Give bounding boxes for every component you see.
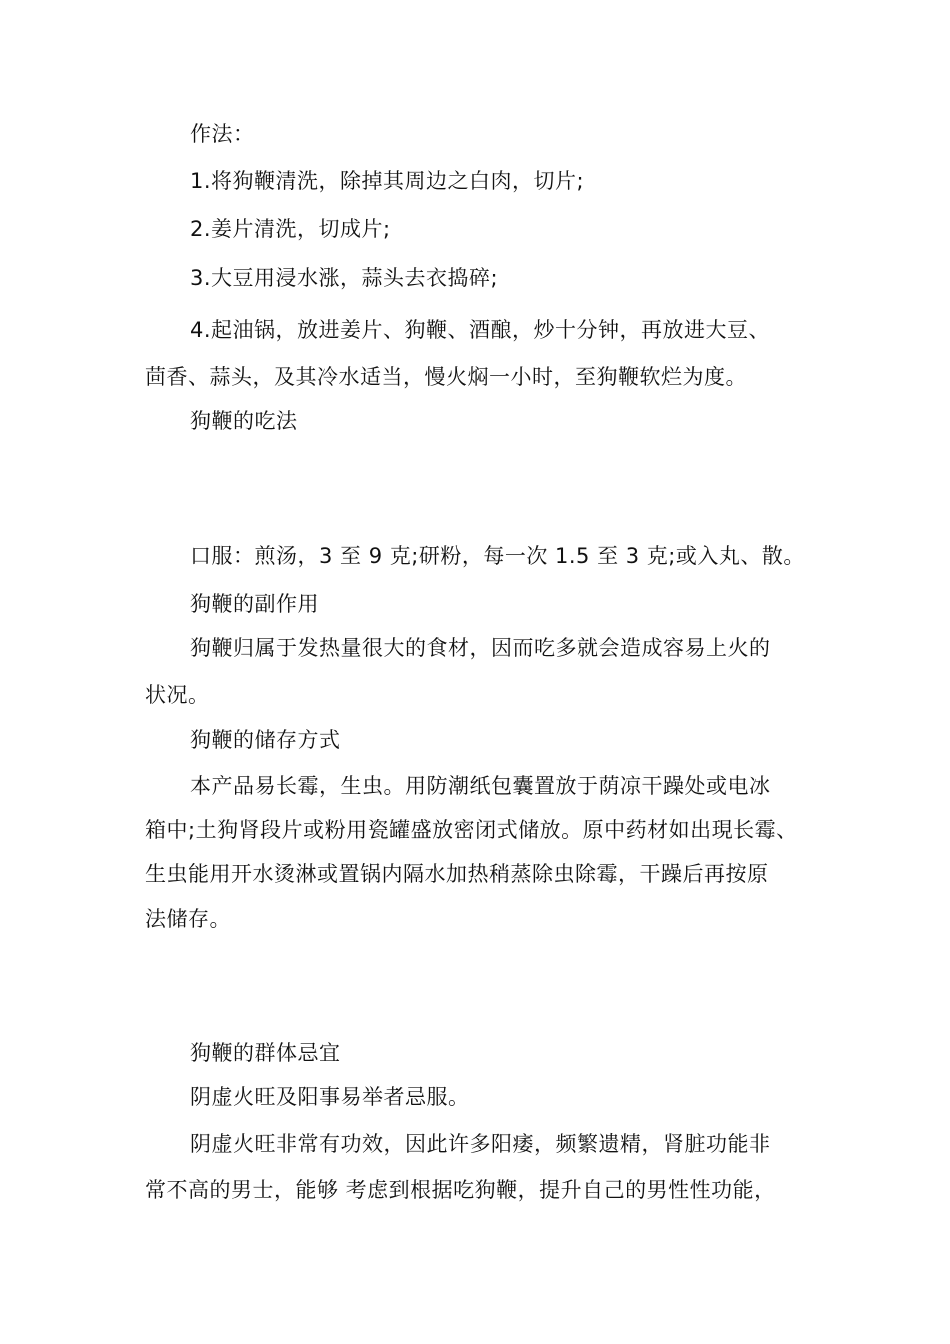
step-2: 2.姜片清洗，切成片; [190,217,391,241]
benefit-line-2: 常不高的男士，能够 考虑到根据吃狗鞭，提升自己的男性性功能， [145,1178,776,1202]
oral-dosage-text: 口服：煎汤，3 至 9 克;研粉，每一次 1.5 至 3 克;或入丸、散。 [190,544,805,568]
step-4-line-2: 茴香、蒜头，及其冷水适当，慢火焖一小时，至狗鞭软烂为度。 [145,365,747,389]
side-effects-line-2: 状况。 [145,683,210,707]
step-1: 1.将狗鞭清洗，除掉其周边之白肉，切片; [190,169,585,193]
step-3: 3.大豆用浸水涨，蒜头去衣捣碎; [190,266,499,290]
side-effects-line-1: 狗鞭归属于发热量很大的食材，因而吃多就会造成容易上火的 [190,636,771,660]
benefit-line-1: 阴虚火旺非常有功效，因此许多阳痿，频繁遗精，肾脏功能非 [190,1132,771,1156]
storage-line-4: 法储存。 [145,907,231,931]
storage-line-1: 本产品易长霉，生虫。用防潮纸包囊置放于荫凉干躁处或电冰 [190,774,771,798]
eating-method-heading: 狗鞭的吃法 [190,409,298,433]
contraindication-text: 阴虚火旺及阳事易举者忌服。 [190,1085,470,1109]
step-4-line-1: 4.起油锅，放进姜片、狗鞭、酒酿，炒十分钟，再放进大豆、 [190,318,771,342]
method-heading: 作法： [190,122,255,146]
storage-line-3: 生虫能用开水烫淋或置锅内隔水加热稍蒸除虫除霉，干躁后再按原 [145,862,769,886]
suitable-groups-heading: 狗鞭的群体忌宜 [190,1041,341,1065]
side-effects-heading: 狗鞭的副作用 [190,592,319,616]
storage-line-2: 箱中;土狗肾段片或粉用瓷罐盛放密闭式储放。原中药材如出現长霉、 [145,818,798,842]
storage-heading: 狗鞭的储存方式 [190,728,341,752]
